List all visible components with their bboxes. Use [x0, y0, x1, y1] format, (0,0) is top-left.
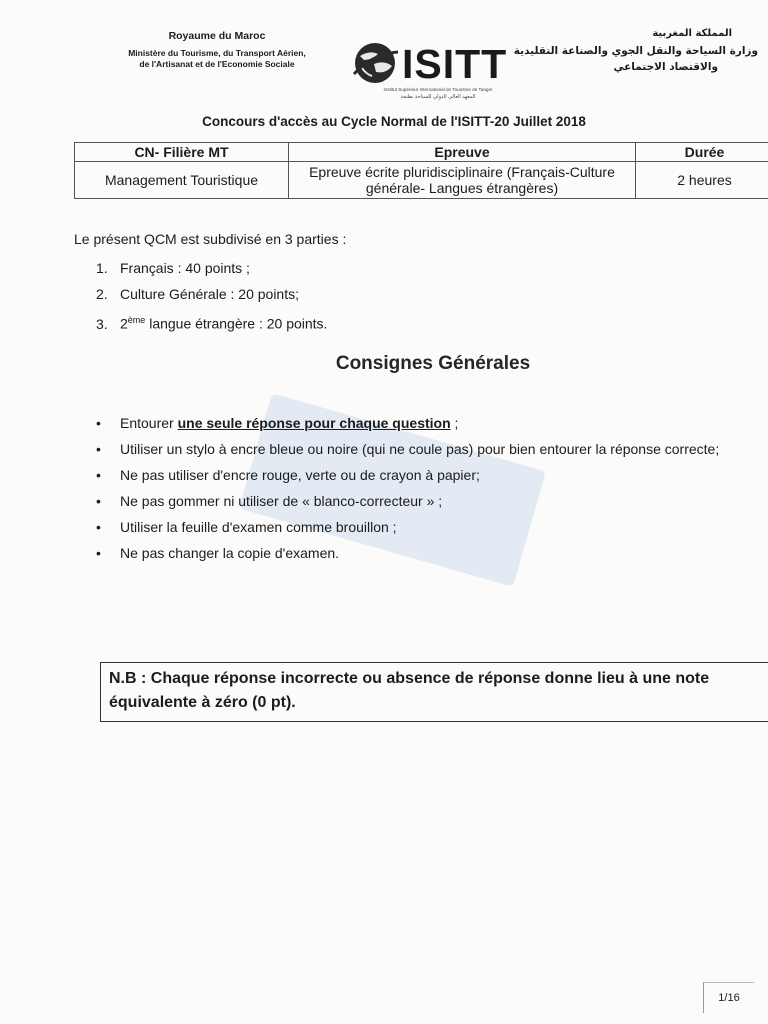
- ministry-name-ar: [498, 43, 758, 75]
- bullet-icon: •: [96, 545, 101, 561]
- list-text: Français : 40 points ;: [120, 260, 250, 276]
- rule-text: ;: [450, 415, 459, 431]
- rules-list: [96, 410, 756, 566]
- table-header-row: [75, 143, 768, 162]
- globe-icon: [352, 40, 398, 86]
- list-item: [96, 311, 327, 337]
- isitt-logo: [350, 36, 520, 108]
- bullet-icon: •: [96, 467, 101, 483]
- list-text: Culture Générale : 20 points;: [120, 286, 299, 302]
- list-item: [96, 462, 756, 488]
- logo-subtitle-ar: المعهد العالي الدولي للسياحة بطنجة: [400, 94, 476, 100]
- list-item: [96, 285, 327, 311]
- bullet-icon: •: [96, 493, 101, 509]
- table-header-cell: CN- Filière MT: [75, 143, 289, 162]
- list-item: [96, 410, 756, 436]
- rule-text: Utiliser la feuille d'examen comme brouillon ;: [120, 519, 397, 535]
- rule-text: Entourer: [120, 415, 178, 431]
- header-left: [72, 30, 362, 70]
- note-box: N.B : Chaque réponse incorrecte ou absence de réponse donne lieu à une note équivalente à zéro (0 pt).: [100, 662, 768, 722]
- rule-text: Ne pas changer la copie d'examen.: [120, 545, 340, 561]
- list-item: [96, 436, 756, 462]
- list-item: [96, 540, 756, 566]
- parts-list: [96, 259, 327, 337]
- table-header-cell: Epreuve: [289, 143, 636, 162]
- section-title: Consignes Générales: [335, 353, 531, 374]
- ministry-ar-line-1: وزارة السياحة والنقل الجوي والصناعة التقليدية: [513, 45, 758, 57]
- country-name: Royaume du Maroc: [168, 30, 266, 42]
- table-cell: 2 heures: [636, 162, 768, 199]
- rule-text: Utiliser un stylo à encre bleue ou noire (qui ne coule pas) pour bien entourer la réponse correcte;: [120, 441, 720, 457]
- list-text: langue étrangère : 20 points.: [145, 315, 328, 332]
- rule-text: Ne pas gommer ni utiliser de « blanco-correcteur » ;: [120, 493, 443, 509]
- logo-wordmark: ISITT: [402, 41, 508, 87]
- ministry-ar-line-2: والاقتصاد الاجتماعي: [613, 61, 718, 73]
- bullet-icon: •: [96, 415, 101, 431]
- list-number: 2.: [96, 286, 108, 302]
- intro-text: Le présent QCM est subdivisé en 3 parties :: [74, 231, 347, 247]
- ministry-line-1: Ministère du Tourisme, du Transport Aérien,: [128, 48, 306, 58]
- ministry-name: [72, 48, 362, 70]
- ministry-line-2: de l'Artisanat et de l'Economie Sociale: [139, 59, 295, 69]
- country-name-ar: المملكة المغربية: [652, 28, 732, 39]
- ordinal-suffix: ème: [127, 315, 146, 325]
- table-row: [75, 162, 768, 199]
- table-cell: Management Touristique: [75, 162, 289, 199]
- table-cell: Epreuve écrite pluridisciplinaire (Français-Culture générale- Langues étrangères): [289, 162, 636, 199]
- list-item: [96, 488, 756, 514]
- bullet-icon: •: [96, 519, 101, 535]
- list-item: [96, 514, 756, 540]
- list-number: 1.: [96, 260, 108, 276]
- list-item: [96, 259, 327, 285]
- rule-emphasis: une seule réponse pour chaque question: [177, 415, 451, 431]
- exam-info-table: [74, 142, 768, 199]
- logo-subtitle-fr: Institut Supérieur International de Tourisme de Tanger: [383, 87, 493, 92]
- exam-title: Concours d'accès au Cycle Normal de l'ISITT-20 Juillet 2018: [202, 114, 586, 129]
- list-number: 3.: [96, 315, 108, 332]
- page-number: 1/16: [703, 982, 754, 1013]
- ordinal-number: 2: [120, 315, 128, 332]
- bullet-icon: •: [96, 441, 101, 457]
- table-header-cell: Durée: [636, 143, 768, 162]
- rule-text: Ne pas utiliser d'encre rouge, verte ou de crayon à papier;: [120, 467, 480, 483]
- header-right: [498, 28, 758, 75]
